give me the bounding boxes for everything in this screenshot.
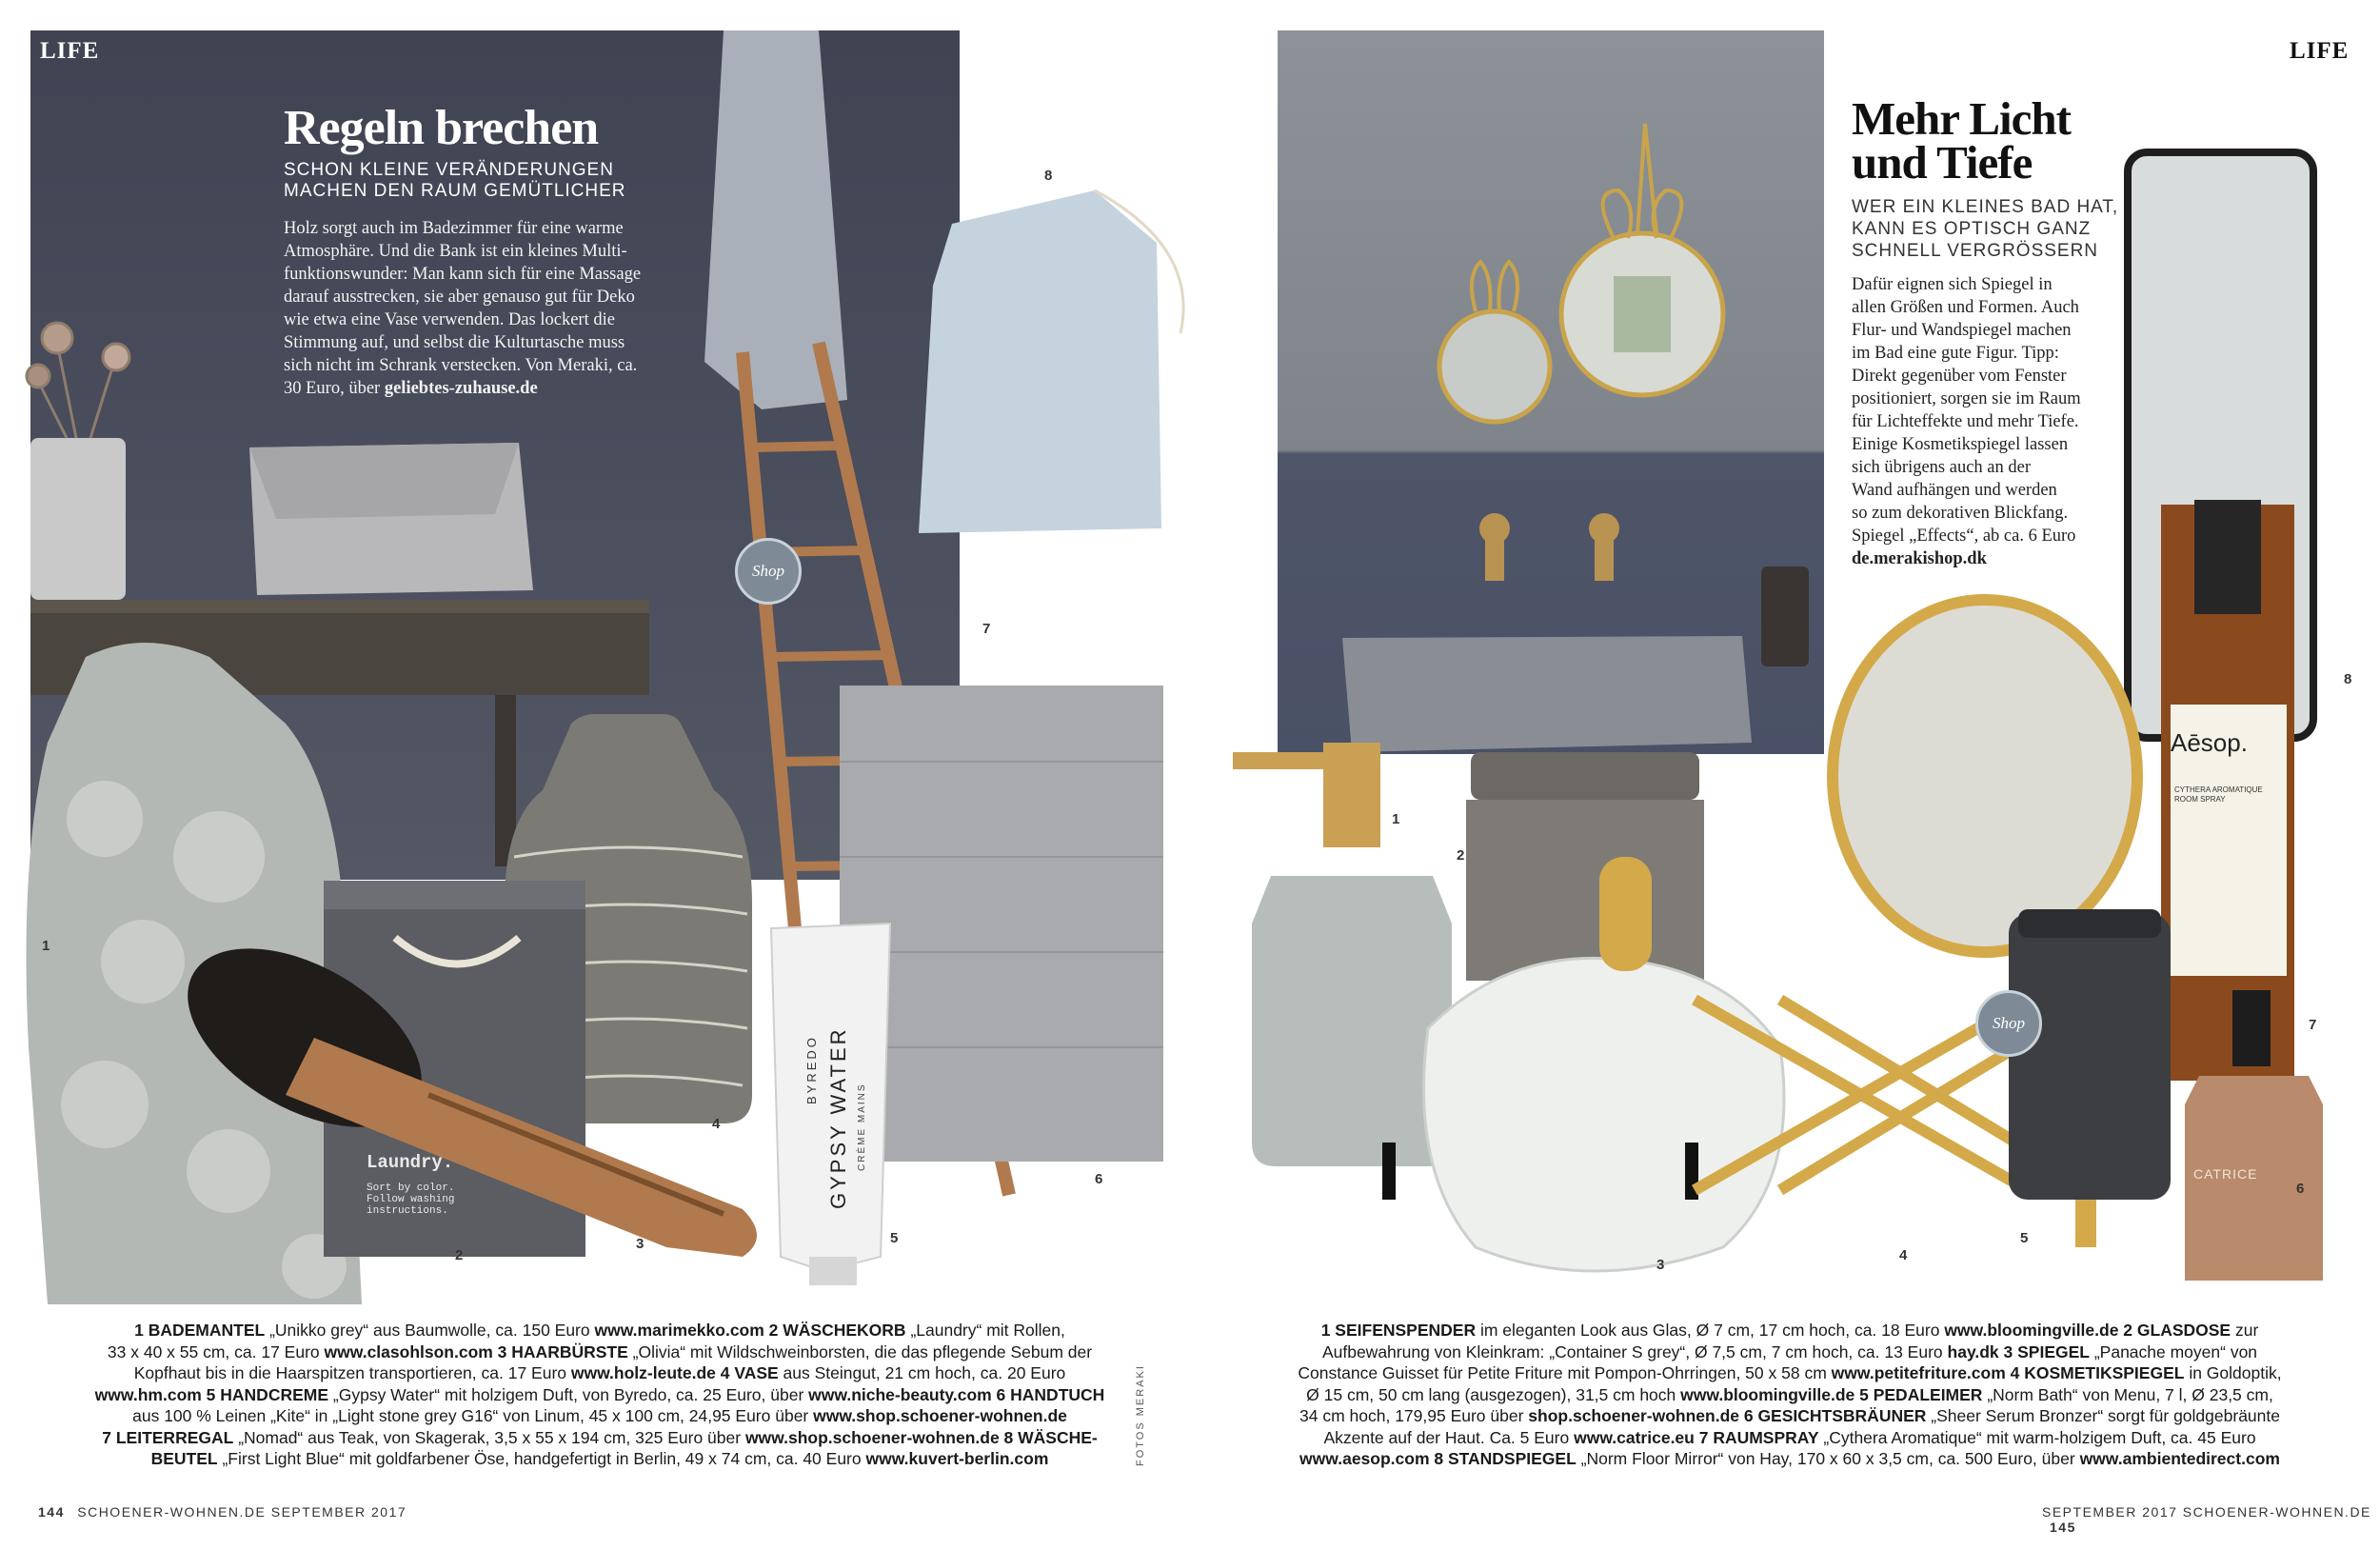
body-line: 30 Euro, über: [284, 379, 385, 398]
caption-bold-run: www.ambientedirect.com: [2079, 1449, 2280, 1468]
caption-line: [1295, 1427, 2285, 1449]
item-number: 6: [1095, 1171, 1103, 1187]
caption-text-run: „Norm Floor Mirror“ von Hay, 170 x 60 x 3,5 cm, ca. 500 Euro, über: [1576, 1449, 2080, 1468]
caption-text-run: „Laundry“ mit Rollen,: [905, 1321, 1065, 1340]
caption-bold-run: 1 SEIFENSPENDER: [1320, 1321, 1477, 1340]
caption-line: [38, 1320, 1161, 1341]
bottle-brand: Aēsop.: [2171, 728, 2248, 757]
photo-credit: FOTOS MERAKI: [1135, 1364, 1146, 1466]
caption-text-run: in Goldoptik,: [2184, 1363, 2282, 1382]
footer-text: SEPTEMBER 2017 SCHOENER-WOHNEN.DE: [2042, 1504, 2371, 1520]
tube-name: GYPSY WATER: [826, 1026, 850, 1209]
caption-line: [38, 1362, 1161, 1384]
item-number: 2: [1457, 847, 1465, 864]
soap-dispenser: [1233, 743, 1452, 1166]
body-line: sich nicht im Schrank verstecken. Von Meraki, ca.: [284, 356, 638, 375]
body-line: positioniert, sorgen sie im Raum: [1852, 389, 2081, 408]
body-link[interactable]: de.merakishop.dk: [1852, 549, 1987, 568]
caption-text-run: aus 100 % Leinen „Kite“ in „Light stone grey G16“ von Linum, 45 x 100 cm, 24,95 Euro über: [132, 1406, 814, 1425]
glass-container: [1466, 752, 1704, 981]
concrete-sink: [1342, 636, 1752, 752]
caption-bold-run: www.petitefriture.com 4 KOSMETIKSPIEGEL: [1831, 1363, 2185, 1382]
body-line: im Bad eine gute Figur. Tipp:: [1852, 344, 2059, 363]
dried-flowers: [27, 323, 129, 438]
footer-right: [2042, 1504, 2380, 1535]
caption-line: [38, 1427, 1161, 1449]
body-line: so zum dekorativen Blickfang.: [1852, 504, 2069, 523]
left-product-caption: [38, 1320, 1161, 1470]
brass-taps: [1479, 513, 1619, 581]
item-number: 7: [982, 621, 991, 637]
shop-badge[interactable]: Shop: [735, 538, 802, 605]
body-line: Spiegel „Effects“, ab ca. 6 Euro: [1852, 527, 2076, 546]
section-label-left: LIFE: [40, 38, 100, 64]
caption-bold-run: www.shop.schoener-wohnen.de 8 WÄSCHE-: [744, 1427, 1098, 1447]
item-number: 1: [1392, 811, 1400, 827]
item-number: 8: [1044, 168, 1053, 184]
caption-text-run: Kopfhaut bis in die Haarspitzen transportieren, ca. 17 Euro: [133, 1363, 571, 1382]
caption-bold-run: www.clasohlson.com 3 HAARBÜRSTE: [324, 1341, 628, 1361]
body-line: darauf ausstrecken, sie aber genauso gut für Deko: [284, 288, 635, 307]
subheadline-line: SCHNELL VERGRÖSSERN: [1852, 241, 2099, 261]
left-headline: Regeln brechen: [284, 101, 599, 155]
caption-line: [38, 1384, 1161, 1406]
item-number: 7: [2309, 1017, 2317, 1033]
caption-text-run: „First Light Blue“ mit goldfarbener Öse, handgefertigt in Berlin, 49 x 74 cm, ca. 40 Euro: [217, 1449, 866, 1468]
body-line: sich übrigens auch an der: [1852, 458, 2032, 477]
basket-label: [367, 1152, 454, 1217]
caption-bold-run: www.catrice.eu 7 RAUMSPRAY: [1574, 1427, 1819, 1447]
caption-bold-run: www.holz-leute.de 4 VASE: [570, 1363, 779, 1382]
body-line: Wand aufhängen und werden: [1852, 481, 2057, 500]
body-line: Stimmung auf, und selbst die Kulturtasche muss: [284, 333, 625, 352]
basket-line: Follow washing: [367, 1194, 455, 1205]
subheadline-line: WER EIN KLEINES BAD HAT,: [1852, 197, 2119, 217]
page-number: 145: [2050, 1520, 2076, 1535]
caption-bold-run: 7 LEITERREGAL: [102, 1427, 234, 1447]
caption-bold-run: www.niche-beauty.com 6 HANDTUCH: [808, 1384, 1105, 1404]
body-line: Flur- und Wandspiegel machen: [1852, 321, 2072, 340]
laundry-bag: [919, 190, 1161, 533]
right-subheadline: [1852, 196, 2118, 262]
headline-line: und Tiefe: [1852, 136, 2033, 189]
left-subheadline: [284, 160, 626, 202]
caption-line: [38, 1448, 1161, 1470]
caption-bold-run: www.bloomingville.de 5 PEDALEIMER: [1680, 1384, 1983, 1404]
caption-line: [38, 1341, 1161, 1363]
caption-text-run: aus Steingut, 21 cm hoch, ca. 20 Euro: [778, 1363, 1066, 1382]
caption-line: [1295, 1320, 2285, 1341]
body-line: wie etwa eine Vase verwenden. Das lockert die: [284, 310, 615, 329]
page-number: 144: [38, 1504, 65, 1520]
right-product-caption: [1295, 1320, 2285, 1470]
caption-text-run: „Nomad“ aus Teak, von Skagerak, 3,5 x 55 x 194 cm, 325 Euro über: [233, 1427, 745, 1447]
pedal-bin: [2009, 909, 2171, 1200]
item-number: 5: [2020, 1230, 2029, 1246]
bottle-name: CYTHERA AROMATIQUE ROOM SPRAY: [2174, 785, 2263, 804]
caption-bold-run: www.shop.schoener-wohnen.de: [813, 1406, 1067, 1425]
caption-line: [1295, 1405, 2285, 1427]
basket-line: instructions.: [367, 1205, 448, 1217]
flower-pot: [30, 438, 126, 600]
caption-bold-run: BEUTEL: [150, 1449, 218, 1468]
caption-bold-run: www.aesop.com 8 STANDSPIEGEL: [1299, 1449, 1577, 1468]
basket-title: Laundry.: [367, 1152, 454, 1173]
caption-text-run: Akzente auf der Haut. Ca. 5 Euro: [1323, 1427, 1575, 1447]
caption-text-run: Ø 15 cm, 50 cm lang (ausgezogen), 31,5 cm hoch: [1306, 1384, 1681, 1404]
caption-text-run: zur: [2231, 1321, 2259, 1340]
caption-bold-run: hay.dk 3 SPIEGEL: [1947, 1341, 2090, 1361]
item-number: 8: [2344, 671, 2352, 687]
tube-subtitle: CRÈME MAINS: [857, 1083, 867, 1171]
shop-badge[interactable]: Shop: [1975, 990, 2042, 1057]
caption-text-run: im eleganten Look aus Glas, Ø 7 cm, 17 cm hoch, ca. 18 Euro: [1476, 1321, 1945, 1340]
caption-line: [1295, 1448, 2285, 1470]
subheadline-line: MACHEN DEN RAUM GEMÜTLICHER: [284, 181, 626, 201]
caption-text-run: „Cythera Aromatique“ mit warm-holzigem Duft, ca. 45 Euro: [1818, 1427, 2256, 1447]
caption-bold-run: www.marimekko.com 2 WÄSCHEKORB: [594, 1321, 906, 1340]
soap-bottle: [1761, 566, 1809, 666]
caption-bold-run: www.hm.com 5 HANDCREME: [94, 1384, 329, 1404]
dropper-brand: CATRICE: [2193, 1166, 2258, 1182]
wall-mirrors: [1439, 124, 1723, 422]
left-body-text: [284, 217, 684, 400]
item-number: 6: [2296, 1181, 2305, 1197]
right-product-illustration: [1190, 0, 2380, 1333]
caption-text-run: 34 cm hoch, 179,95 Euro über: [1299, 1406, 1529, 1425]
body-line: Einige Kosmetikspiegel lassen: [1852, 435, 2069, 454]
subheadline-line: KANN ES OPTISCH GANZ: [1852, 219, 2092, 239]
caption-text-run: „Panache moyen“ von: [2089, 1341, 2258, 1361]
caption-text-run: „Sheer Serum Bronzer“ sorgt für goldgebräunte: [1926, 1406, 2280, 1425]
caption-text-run: 33 x 40 x 55 cm, ca. 17 Euro: [107, 1341, 325, 1361]
tube-brand: BYREDO: [804, 1035, 819, 1104]
item-number: 3: [1656, 1257, 1665, 1273]
caption-text-run: „Olivia“ mit Wildschweinborsten, die das pflegende Sebum der: [627, 1341, 1093, 1361]
caption-line: [1295, 1341, 2285, 1363]
right-headline: [1852, 92, 2071, 189]
caption-text-run: Constance Guisset für Petite Friture mit Pompon-Ohrringen, 50 x 58 cm: [1298, 1363, 1832, 1382]
body-line: für Lichteffekte und mehr Tiefe.: [1852, 412, 2079, 431]
item-number: 2: [455, 1247, 464, 1263]
body-line: Holz sorgt auch im Badezimmer für eine warme: [284, 219, 624, 238]
body-line: Direkt gegenüber vom Fenster: [1852, 367, 2067, 386]
subheadline-line: SCHON KLEINE VERÄNDERUNGEN: [284, 160, 614, 180]
caption-text-run: „Unikko grey“ aus Baumwolle, ca. 150 Euro: [265, 1321, 595, 1340]
item-number: 3: [636, 1236, 645, 1252]
body-line: Dafür eignen sich Spiegel in: [1852, 275, 2053, 294]
caption-bold-run: 1 BADEMANTEL: [134, 1321, 266, 1340]
footer-left: [38, 1504, 407, 1520]
item-number: 4: [1899, 1247, 1908, 1263]
caption-bold-run: www.bloomingville.de 2 GLASDOSE: [1944, 1321, 2231, 1340]
caption-line: [1295, 1384, 2285, 1406]
footer-text: SCHOENER-WOHNEN.DE SEPTEMBER 2017: [77, 1504, 407, 1520]
item-number: 1: [42, 938, 50, 954]
item-number: 5: [890, 1230, 899, 1246]
body-link[interactable]: geliebtes-zuhause.de: [384, 379, 538, 398]
caption-bold-run: www.kuvert-berlin.com: [865, 1449, 1049, 1468]
caption-text-run: „Norm Bath“ von Menu, 7 l, Ø 23,5 cm,: [1982, 1384, 2273, 1404]
caption-text-run: Aufbewahrung von Kleinkram: „Container S grey“, Ø 7,5 cm, 7 cm hoch, ca. 13 Euro: [1321, 1341, 1948, 1361]
basket-line: Sort by color.: [367, 1182, 455, 1194]
body-line: Atmosphäre. Und die Bank ist ein kleines Multi-: [284, 242, 627, 261]
item-number: 4: [712, 1116, 721, 1132]
caption-bold-run: shop.schoener-wohnen.de 6 GESICHTSBRÄUNER: [1528, 1406, 1927, 1425]
caption-line: [38, 1405, 1161, 1427]
right-body-text: [1852, 273, 2128, 570]
caption-line: [1295, 1362, 2285, 1384]
caption-text-run: „Gypsy Water“ mit holzigem Duft, von Byredo, ca. 25 Euro, über: [328, 1384, 809, 1404]
body-line: allen Größen und Formen. Auch: [1852, 298, 2079, 317]
body-line: funktionswunder: Man kann sich für eine Massage: [284, 265, 642, 284]
section-label-right: LIFE: [2290, 38, 2350, 64]
headline-line: Mehr Licht: [1852, 92, 2071, 145]
